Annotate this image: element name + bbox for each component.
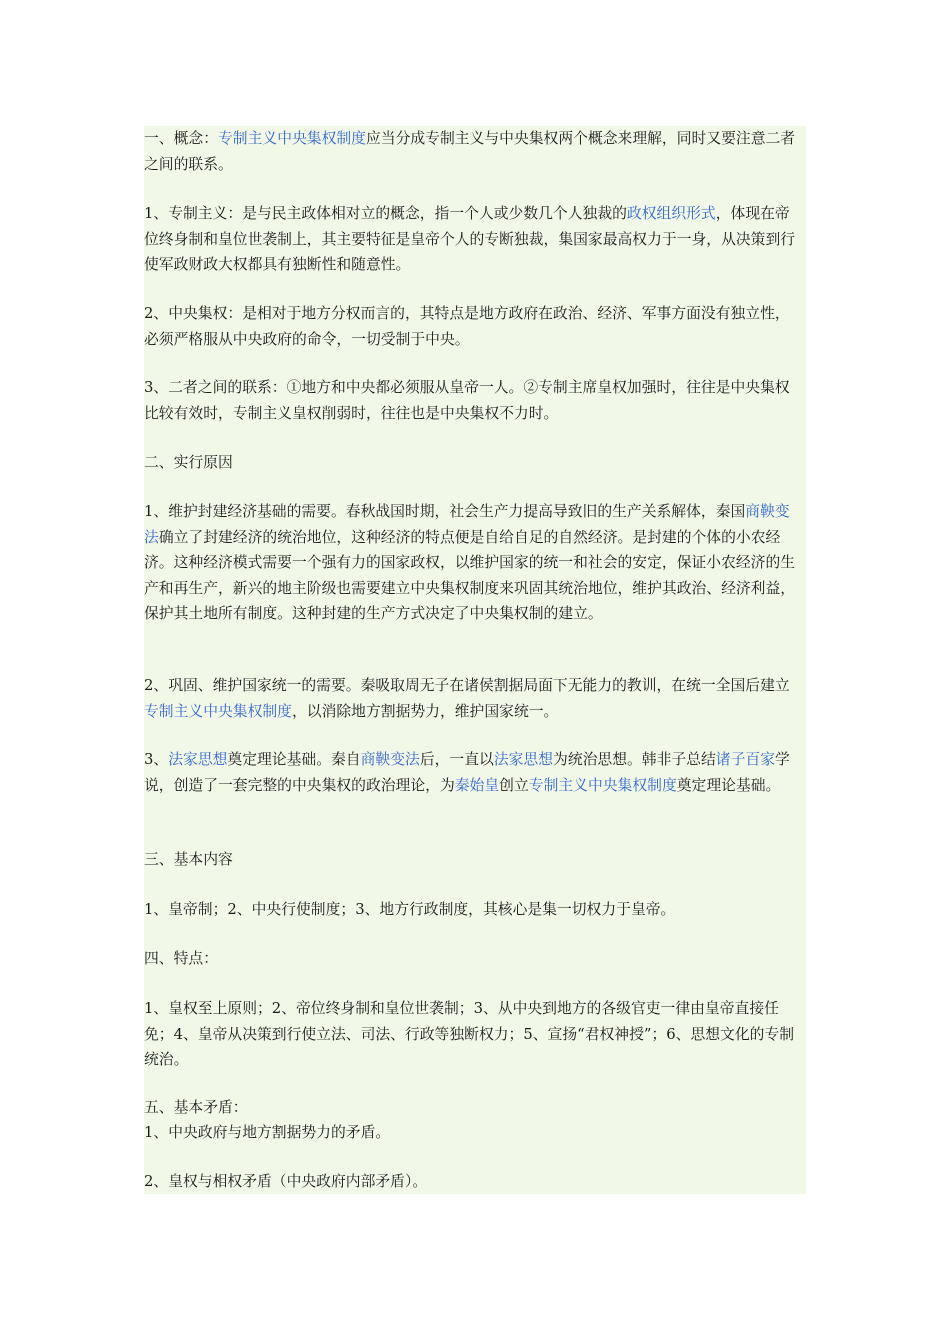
paragraph-text: 3、二者之间的联系：①地方和中央都必须服从皇帝一人。②专制主席皇权加强时，往往是中央集权比较有效时，专制主义皇权削弱时，往往也是中央集权不力时。 [144,379,790,422]
paragraph-text: 1、维护封建经济基础的需要。春秋战国时期，社会生产力提高导致旧的生产关系解体，秦国 [144,503,746,520]
paragraph-text: 1、皇权至上原则；2、帝位终身制和皇位世袭制；3、从中央到地方的各级官吏一律由皇帝直接任免；4、皇帝从决策到行使立法、司法、行政等独断权力；5、宣扬“君权神授”；6、思想文化的专制统治。 [144,1000,795,1068]
inline-link[interactable]: 法家思想 [168,751,228,768]
inline-link[interactable]: 秦始皇 [454,776,500,794]
inline-link[interactable]: 政权组织形式 [626,205,716,222]
paragraph-p14 [144,1120,804,1146]
paragraph-text: 四、特点： [144,950,218,967]
paragraph-text: 学说，创造了一套完整的中央集权的政治理论，为 [144,751,790,794]
paragraph-p3 [144,301,804,352]
paragraph-p13 [144,1095,804,1121]
paragraph-text: 1、皇帝制；2、中央行使制度；3、地方行政制度，其核心是集一切权力于皇帝。 [144,901,676,918]
paragraph-text: 应当分成专制主义与中央集权两个概念来理解，同时又要注意二者之间的联系。 [144,130,796,173]
paragraph-p8 [144,747,804,798]
paragraph-text: 三、基本内容 [144,851,233,868]
inline-link[interactable]: 诸子百家 [715,751,775,768]
inline-link[interactable]: 专制主义中央集权制度 [528,776,677,794]
paragraph-p1 [144,126,804,177]
paragraph-text: 3、 [144,751,169,768]
paragraph-p10 [144,897,804,923]
paragraph-text: 为统治思想。韩非子总结 [553,751,716,768]
inline-link[interactable]: 商鞅变法 [144,503,790,546]
paragraph-p15 [144,1169,804,1195]
paragraph-p9 [144,847,804,873]
paragraph-text: 2、中央集权：是相对于地方分权而言的，其特点是地方政府在政治、经济、军事方面没有独立性，必须严格服从中央政府的命令，一切受制于中央。 [144,305,790,348]
paragraph-text: ，体现在帝位终身制和皇位世袭制上，其主要特征是皇帝个人的专断独裁，集国家最高权力于一身，从决策到行使军政财政大权都具有独断性和随意性。 [144,205,796,273]
paragraph-p4 [144,375,804,426]
paragraph-text: 1、专制主义：是与民主政体相对立的概念，指一个人或少数几个人独裁的 [144,205,627,222]
paragraph-text: 五、基本矛盾： [144,1099,248,1116]
inline-link[interactable]: 专制主义中央集权制度 [218,130,366,147]
inline-link[interactable]: 专制主义中央集权制度 [144,702,292,720]
paragraph-text: 创立 [499,776,529,794]
paragraph-text: 一、概念： [144,130,218,147]
paragraph-text: 奠定理论基础。秦自 [227,751,361,768]
paragraph-p6 [144,499,804,627]
paragraph-text: 2、巩固、维护国家统一的需要。秦吸取周无子在诸侯割据局面下无能力的教训，在统一全国后建立 [144,677,790,694]
inline-link[interactable]: 法家思想 [493,751,554,768]
paragraph-text: 后，一直以 [419,751,494,768]
paragraph-p5 [144,450,804,476]
paragraph-p11 [144,946,804,972]
paragraph-text: 确立了封建经济的统治地位，这种经济的特点便是自给自足的自然经济。是封建的个体的小农经济。这种经济模式需要一个强有力的国家政权，以维护国家的统一和社会的安定，保证小农经济的生产和再生产，新兴的地主阶级也需要建立中央集权制度来巩固其统治地位，维护其政治、经济利益，保护其土地所有制度。这种封建的生产方式决定了中央集权制的建立。 [144,528,796,622]
paragraph-text: 二、实行原因 [144,454,233,471]
paragraph-p2 [144,201,804,278]
paragraph-text: 2、皇权与相权矛盾（中央政府内部矛盾）。 [144,1173,428,1190]
paragraph-text: 奠定理论基础。 [676,776,781,794]
paragraph-text: 1、中央政府与地方割据势力的矛盾。 [144,1124,391,1141]
inline-link[interactable]: 商鞅变法 [360,751,420,768]
paragraph-text: ，以消除地方割据势力，维护国家统一。 [291,702,559,720]
paragraph-p7 [144,673,804,724]
paragraph-p12 [144,996,804,1073]
article-body [144,126,806,1194]
